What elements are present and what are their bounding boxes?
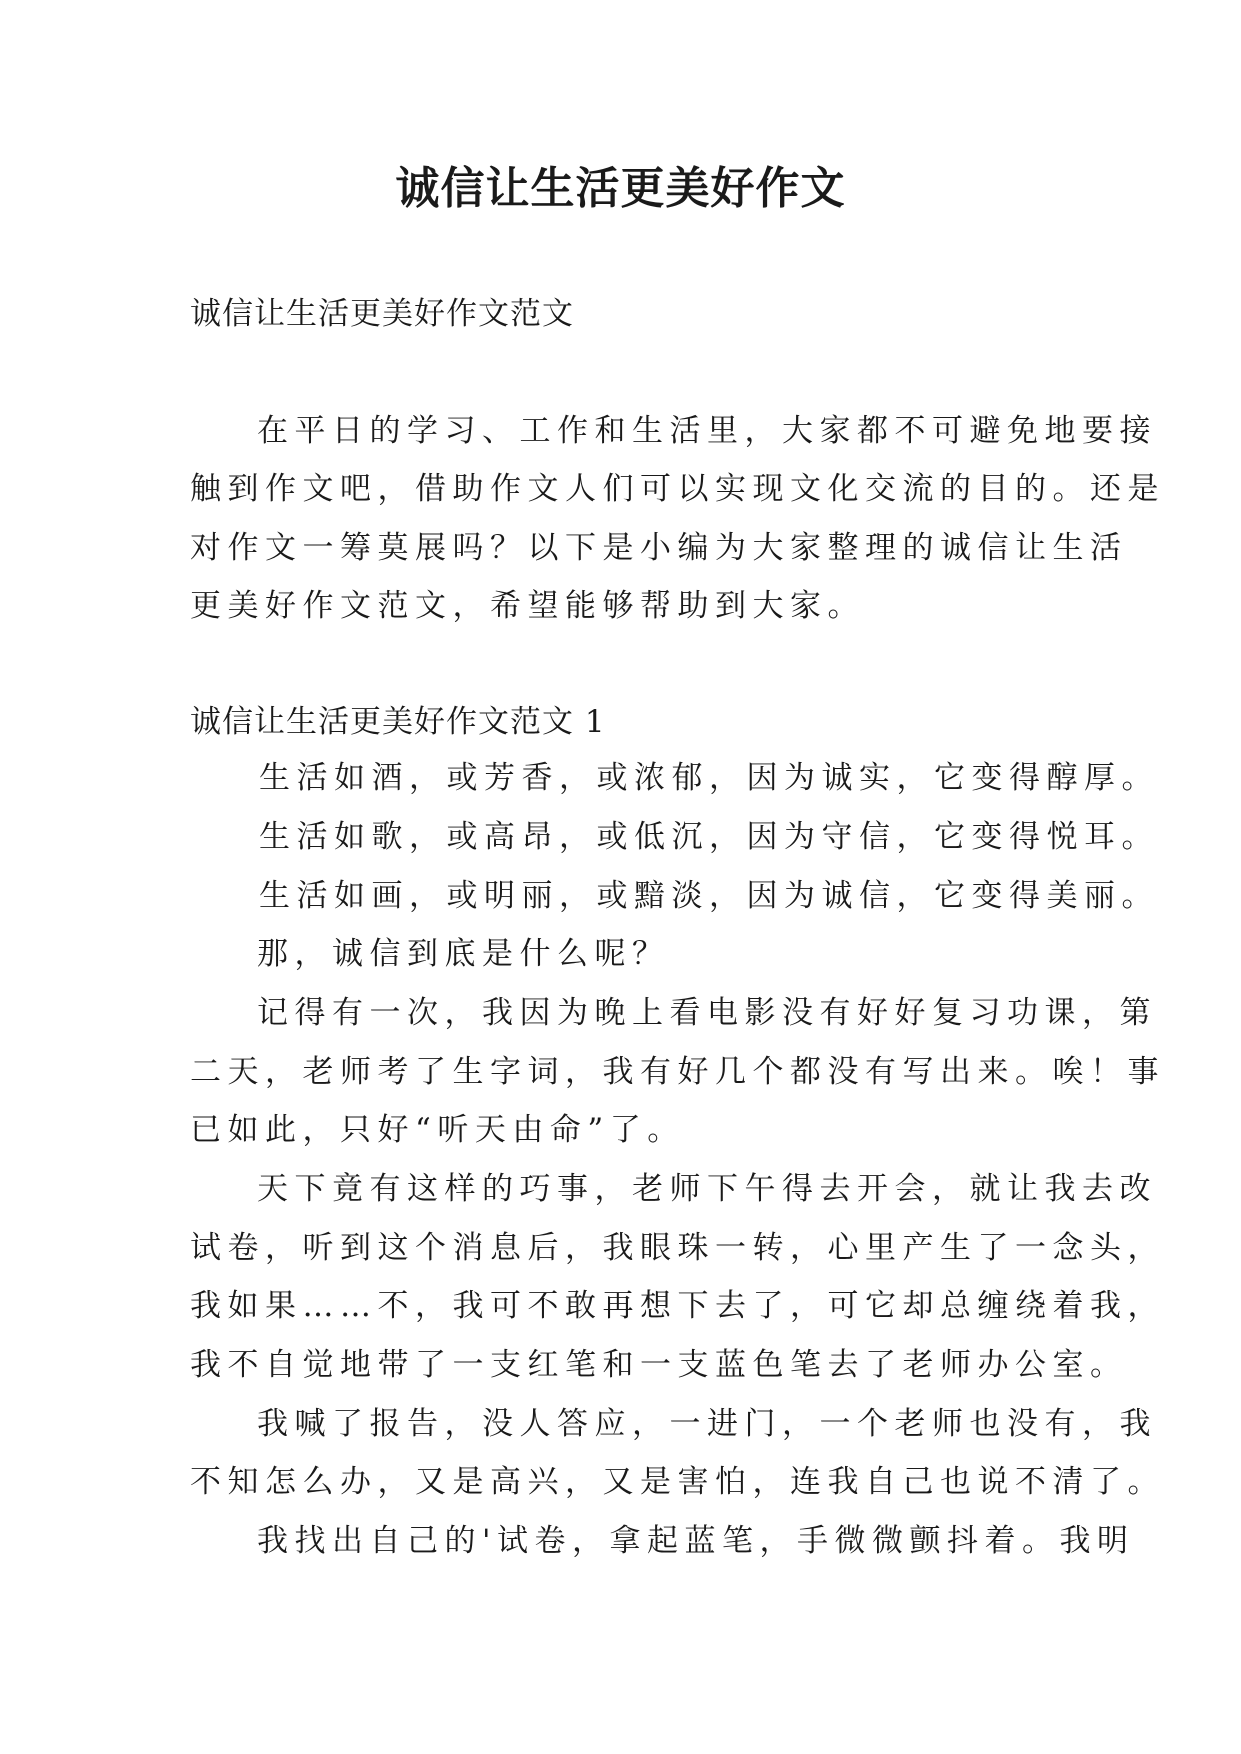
body-line: 生活如歌，或高昂，或低沉，因为守信，它变得悦耳。: [259, 819, 1159, 855]
intro-line: 在平日的学习、工作和生活里，大家都不可避免地要接: [257, 413, 1157, 449]
document-subtitle: 诚信让生活更美好作文范文: [190, 296, 574, 332]
body-line: 我不自觉地带了一支红笔和一支蓝色笔去了老师办公室。: [190, 1347, 1128, 1383]
section-heading: 诚信让生活更美好作文范文 1: [190, 704, 606, 740]
body-line: 试卷，听到这个消息后，我眼珠一转，心里产生了一念头，: [190, 1230, 1165, 1266]
body-line: 记得有一次，我因为晚上看电影没有好好复习功课，第: [257, 995, 1157, 1031]
intro-line: 对作文一筹莫展吗？以下是小编为大家整理的诚信让生活: [190, 530, 1128, 566]
document-title: 诚信让生活更美好作文: [395, 163, 846, 214]
body-line: 那，诚信到底是什么呢？: [257, 936, 670, 972]
body-line: 已如此，只好“听天由命”了。: [190, 1112, 685, 1148]
body-line: 二天，老师考了生字词，我有好几个都没有写出来。唉！事: [190, 1054, 1165, 1090]
body-line: 我喊了报告，没人答应，一进门，一个老师也没有，我: [257, 1406, 1157, 1442]
body-line: 我找出自己的'试卷，拿起蓝笔，手微微颤抖着。我明: [257, 1523, 1135, 1559]
body-line: 生活如画，或明丽，或黯淡，因为诚信，它变得美丽。: [259, 878, 1159, 914]
body-line: 不知怎么办，又是高兴，又是害怕，连我自己也说不清了。: [190, 1464, 1165, 1500]
body-line: 天下竟有这样的巧事，老师下午得去开会，就让我去改: [257, 1171, 1157, 1207]
intro-line: 更美好作文范文，希望能够帮助到大家。: [190, 588, 865, 624]
intro-line: 触到作文吧，借助作文人们可以实现文化交流的目的。还是: [190, 471, 1165, 507]
body-line: 我如果……不，我可不敢再想下去了，可它却总缠绕着我，: [190, 1288, 1165, 1324]
body-line: 生活如酒，或芳香，或浓郁，因为诚实，它变得醇厚。: [259, 760, 1159, 796]
